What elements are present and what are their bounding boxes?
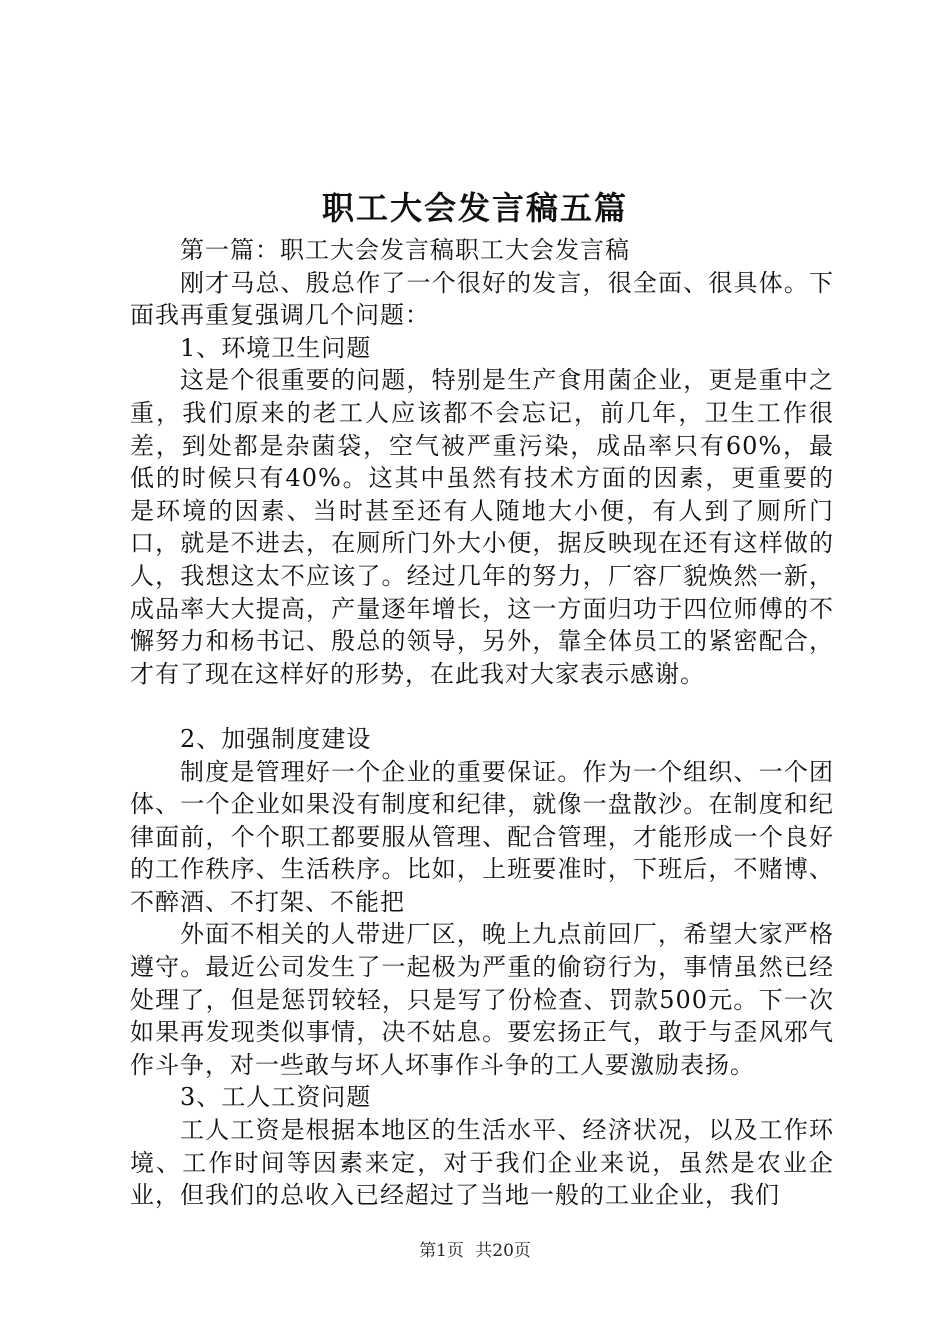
page-number: 第1页 bbox=[419, 1241, 464, 1261]
section-heading: 2、加强制度建设 bbox=[180, 724, 372, 753]
paragraph-gap bbox=[130, 690, 834, 723]
paragraph: 刚才马总、殷总作了一个很好的发言，很全面、很具体。下面我再重复强调几个问题： bbox=[130, 268, 834, 330]
paragraph: 制度是管理好一个企业的重要保证。作为一个组织、一个团体、一个企业如果没有制度和纪律，就像一盘散沙。在制度和纪律面前，个个职工都要服从管理、配合管理，才能形成一个良好的工作秩序、生活秩序。比如，上班要准时，下班后，不赌博、不醉酒、不打架、不能把 bbox=[130, 757, 834, 916]
section-heading: 1、环境卫生问题 bbox=[180, 333, 372, 362]
paragraph: 外面不相关的人带进厂区，晚上九点前回厂，希望大家严格遵守。最近公司发生了一起极为严重的偷窃行为，事情虽然已经处理了，但是惩罚较轻，只是写了份检查、罚款500元。下一次如果再发现类似事情，决不姑息。要宏扬正气，敢于与歪风邪气作斗争，对一些敢与坏人坏事作斗争的工人要激励表扬。 bbox=[130, 920, 834, 1079]
paragraph: 这是个很重要的问题，特别是生产食用菌企业，更是重中之重，我们原来的老工人应该都不会忘记，前几年，卫生工作很差，到处都是杂菌袋，空气被严重污染，成品率只有60%，最低的时候只有40%。这其中虽然有技术方面的因素，更重要的是环境的因素、当时甚至还有人随地大小便，有人到了厕所门口，就是不进去，在厕所门外大小便，据反映现在还有这样做的人，我想这太不应该了。经过几年的努力，厂容厂貌焕然一新，成品率大大提高，产量逐年增长，这一方面归功于四位师傅的不懈努力和杨书记、殷总的领导，另外，靠全体员工的紧密配合，才有了现在这样好的形势，在此我对大家表示感谢。 bbox=[130, 366, 834, 688]
section-heading: 第一篇：职工大会发言稿职工大会发言稿 bbox=[180, 236, 630, 264]
document-body bbox=[130, 234, 834, 1212]
document-title: 职工大会发言稿五篇 bbox=[321, 189, 628, 227]
page-total: 共20页 bbox=[475, 1241, 531, 1261]
section-heading: 3、工人工资问题 bbox=[180, 1083, 372, 1112]
paragraph: 工人工资是根据本地区的生活水平、经济状况，以及工作环境、工作时间等因素来定，对于我们企业来说，虽然是农业企业，但我们的总收入已经超过了当地一般的工业企业，我们 bbox=[130, 1116, 834, 1210]
page-footer bbox=[0, 1239, 950, 1263]
